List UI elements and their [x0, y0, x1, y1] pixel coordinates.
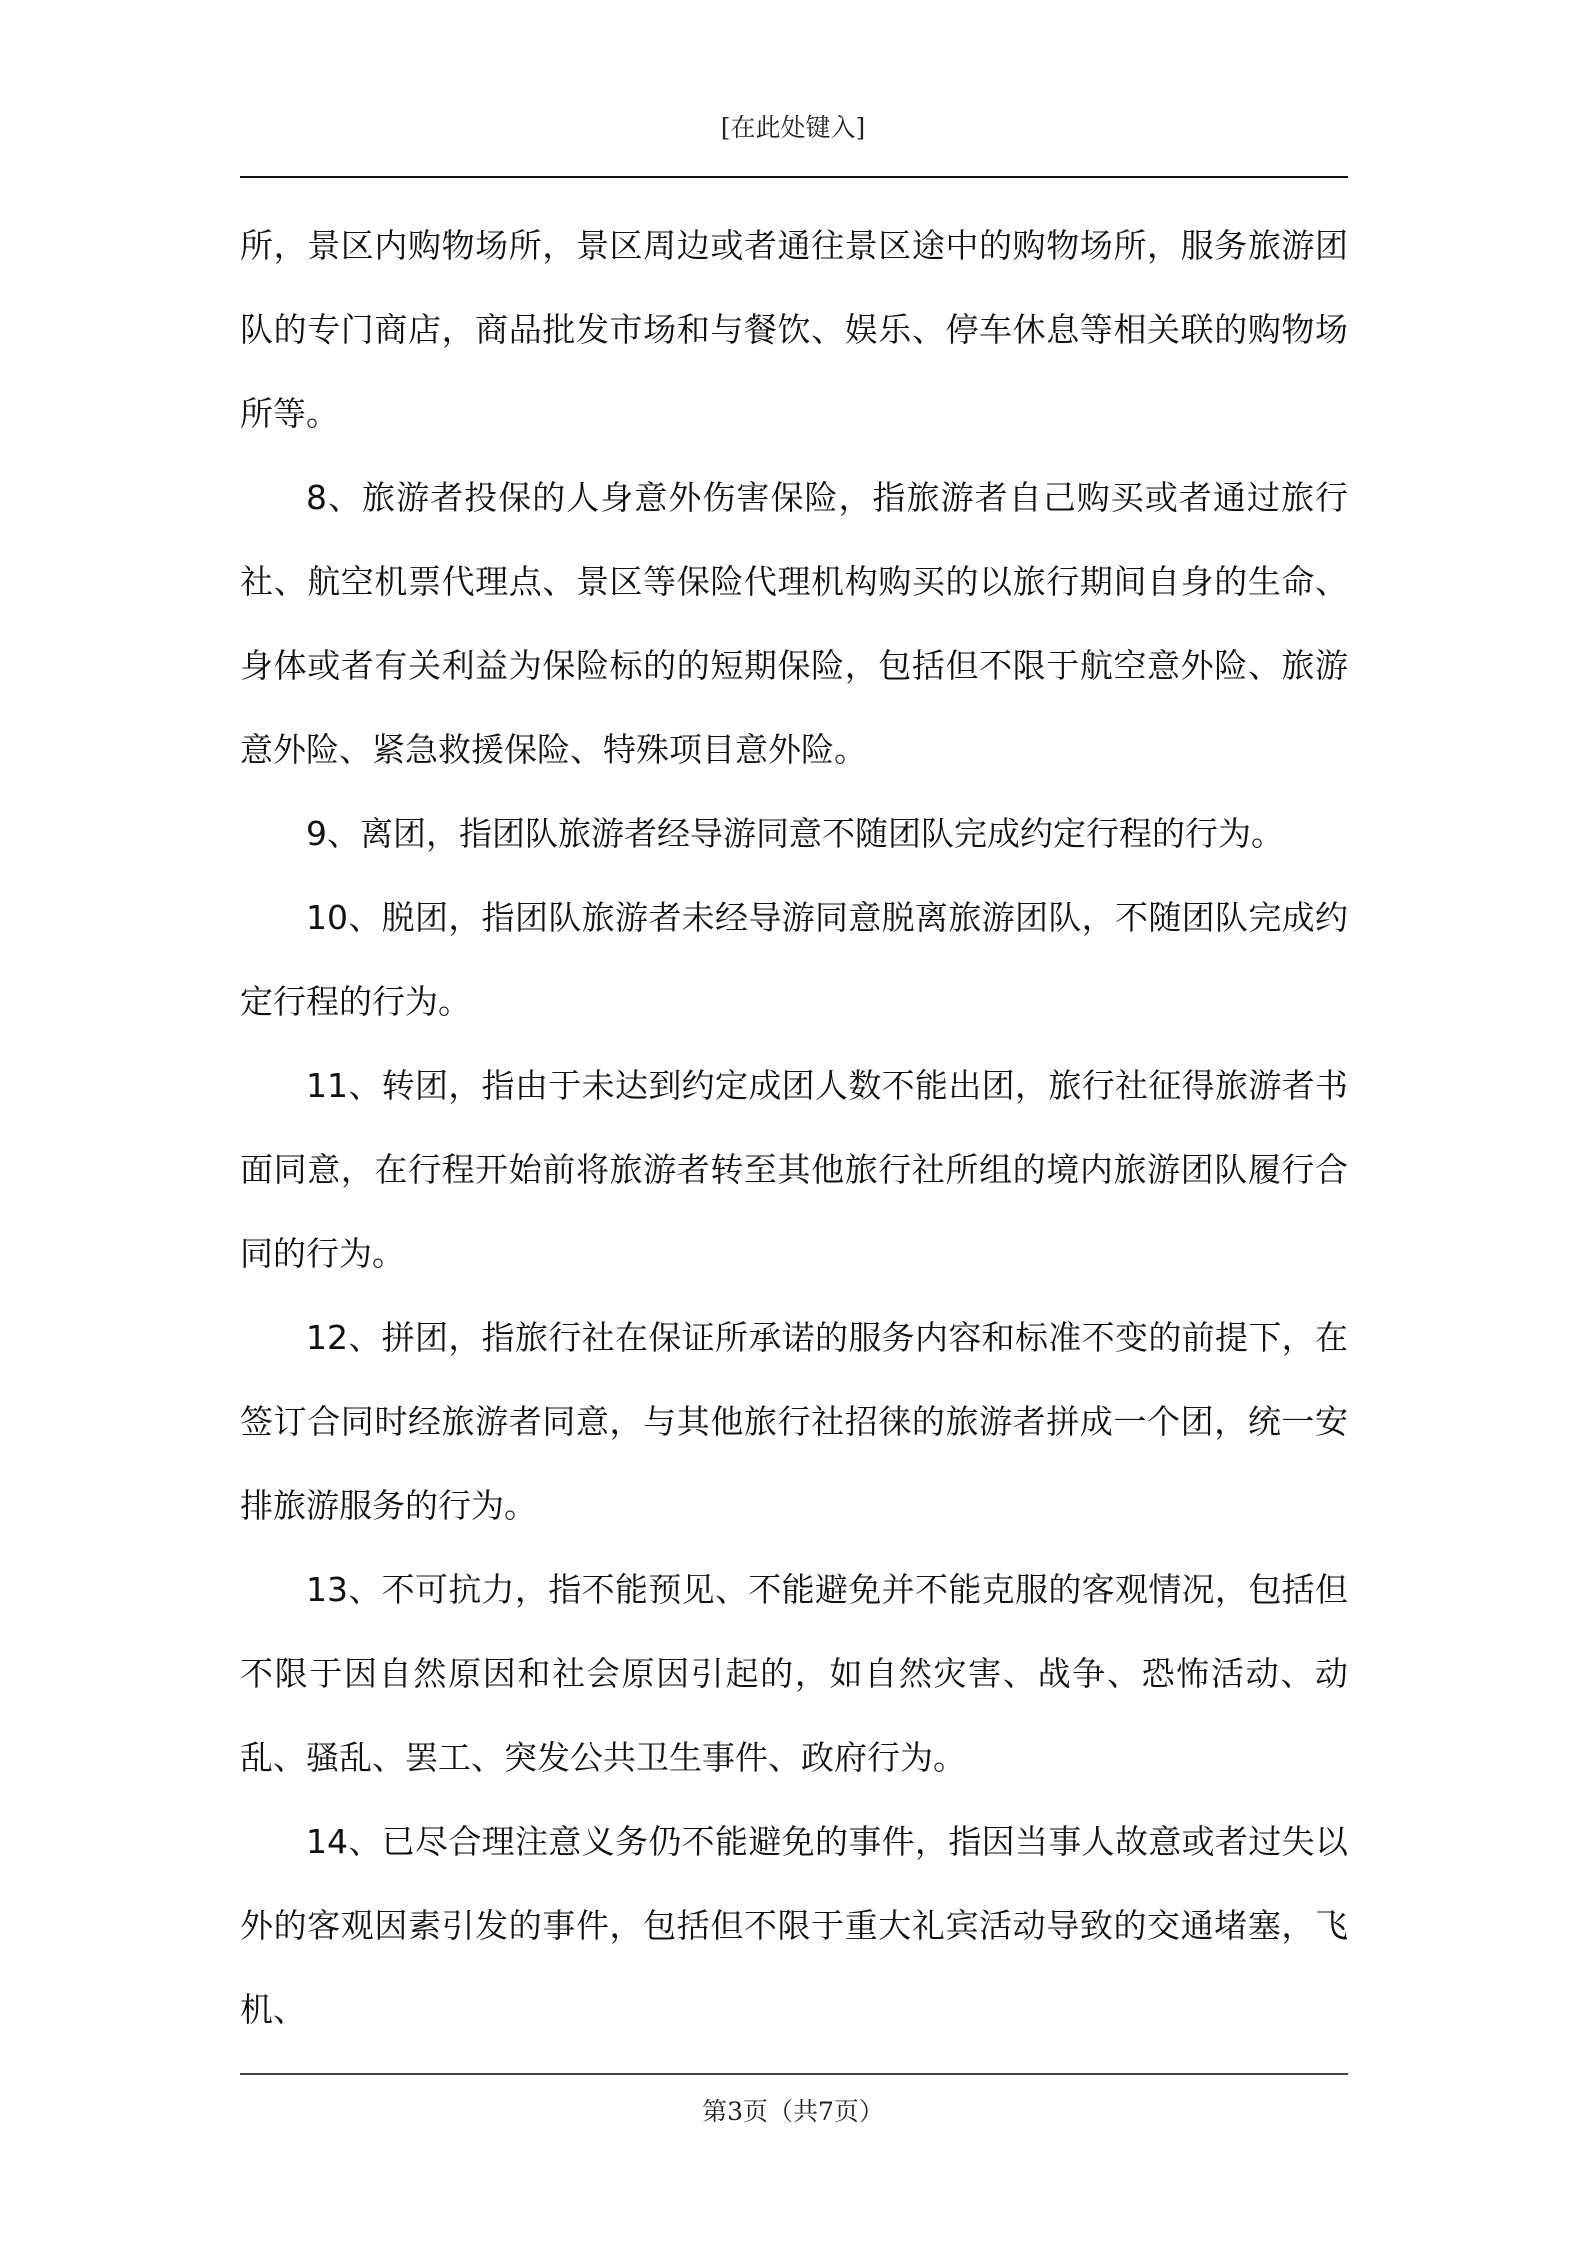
document-body — [240, 204, 1348, 2052]
paragraph-item-9: 9、离团，指团队旅游者经导游同意不随团队完成约定行程的行为。 — [306, 814, 1284, 853]
paragraph-item-10: 10、脱团，指团队旅游者未经导游同意脱离旅游团队，不随团队完成约定行程的行为。 — [240, 898, 1348, 1021]
footer-divider — [240, 2073, 1348, 2075]
header-divider — [240, 176, 1348, 178]
paragraph-item-12: 12、拼团，指旅行社在保证所承诺的服务内容和标准不变的前提下，在签订合同时经旅游者同意，与其他旅行社招徕的旅游者拼成一个团，统一安排旅游服务的行为。 — [240, 1318, 1348, 1525]
page-number-footer: 第3页（共7页） — [702, 2097, 884, 2126]
page-header: [在此处键入] — [720, 113, 866, 142]
paragraph-continued: 所，景区内购物场所，景区周边或者通往景区途中的购物场所，服务旅游团队的专门商店，商品批发市场和与餐饮、娱乐、停车休息等相关联的购物场所等。 — [240, 226, 1348, 433]
paragraph-item-11: 11、转团，指由于未达到约定成团人数不能出团，旅行社征得旅游者书面同意，在行程开始前将旅游者转至其他旅行社所组的境内旅游团队履行合同的行为。 — [240, 1066, 1348, 1273]
paragraph-item-14: 14、已尽合理注意义务仍不能避免的事件，指因当事人故意或者过失以外的客观因素引发的事件，包括但不限于重大礼宾活动导致的交通堵塞，飞机、 — [240, 1822, 1348, 2029]
paragraph-item-8: 8、旅游者投保的人身意外伤害保险，指旅游者自己购买或者通过旅行社、航空机票代理点、景区等保险代理机构购买的以旅行期间自身的生命、身体或者有关利益为保险标的的短期保险，包括但不限于航空意外险、旅游意外险、紧急救援保险、特殊项目意外险。 — [240, 478, 1348, 769]
paragraph-item-13: 13、不可抗力，指不能预见、不能避免并不能克服的客观情况，包括但不限于因自然原因和社会原因引起的，如自然灾害、战争、恐怖活动、动乱、骚乱、罢工、突发公共卫生事件、政府行为。 — [240, 1570, 1348, 1777]
